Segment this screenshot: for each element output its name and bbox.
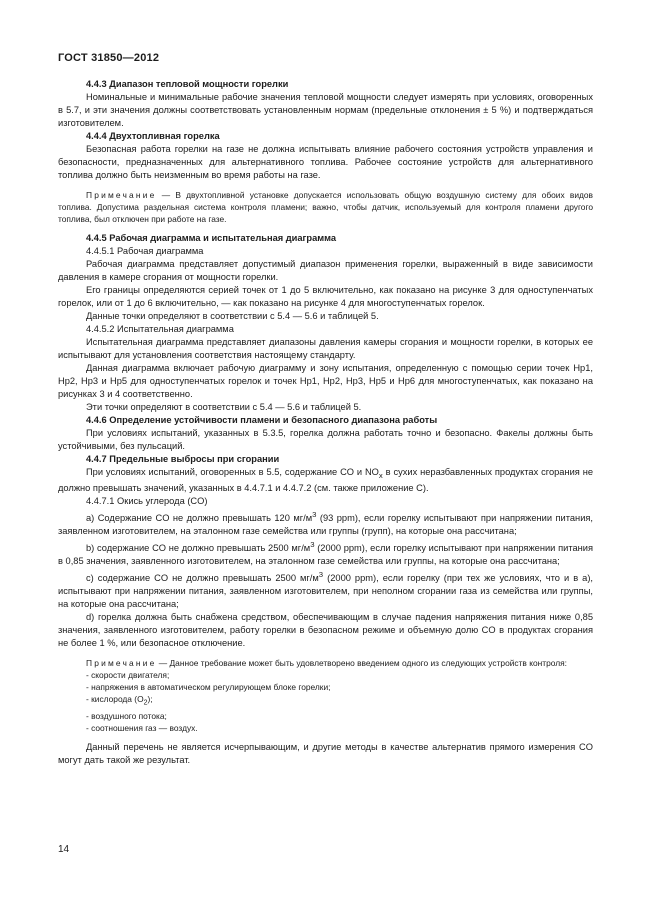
oxygen-text: - кислорода (O	[86, 694, 144, 705]
note-1-text: — В двухтопливной установке допускается использовать общую воздушную систему для обоих видов топлива. Допустима раздельная система контроля пламени; важно, чтобы датчик, используемый для контроля пламени другого топлива, был отключен при работе на газе.	[58, 190, 593, 224]
section-4-4-5-2-p2: Данная диаграмма включает рабочую диаграмму и зону испытания, определенную с помощью серии точек Нр1, Нр2, Нр3 и Нр5 для одноступенчатых горелок и точек Нр1, Нр2, Нр3, Нр5 и Нр6 для многоступенчатых, как показано на рисунках 3 и 4 соответственно.	[58, 363, 593, 399]
section-4-4-4-title: 4.4.4 Двухтопливная горелка	[86, 131, 220, 141]
section-4-4-5-2-title: 4.4.5.2 Испытательная диаграмма	[86, 324, 234, 334]
cubic-sup: 3	[312, 509, 317, 519]
list-item-b	[58, 538, 593, 568]
cubic-sup: 3	[318, 570, 324, 580]
item-a-part2: (93 ppm), если горелку испытывают при напряжении питания, заявленном изготовителем, на эталонном газе семейства или группы (групп), на которые она рассчитана;	[58, 512, 593, 536]
list-item: - напряжения в автоматическом регулирующем блоке горелки;	[86, 682, 331, 693]
item-b-part1: b) содержание CO не должно превышать 2500 мг/м	[86, 543, 311, 554]
cubic-sup: 3	[310, 539, 315, 549]
item-b-part2: (2000 ppm), если горелку испытывают при напряжении питания в 0,85 значения, заявленного изготовителем, на эталонном газе семейства или группы, на которые она рассчитана;	[58, 543, 594, 567]
section-4-4-3-text: Номинальные и минимальные рабочие значения тепловой мощности следует измерять при условиях, оговоренных в 5.7, и эти значения должны соответствовать установленным нормам (предельные отклонения ± 5 %) и подтверждаться изготовителем.	[58, 92, 593, 128]
section-4-4-7-text	[58, 466, 593, 495]
item-a-part1: a) Содержание CO не должно превышать 120 мг/м	[86, 512, 313, 523]
item-c-part2: (2000 ppm), если горелку (при тех же условиях, что и в а), испытывают при напряжении питания, заявленном изготовителем, при неполном сгорании газа из семейства или группы, на которые она рассчитана;	[58, 573, 594, 610]
note-2-label: Примечание	[86, 658, 157, 669]
section-4-4-5-2-p1: Испытательная диаграмма представляет диапазоны давления камеры сгорания и мощности горелки, в которых ее испытывают для установления соответствия настоящему стандарту.	[58, 337, 593, 360]
control-devices-list	[58, 669, 593, 734]
section-4-4-3-title: 4.4.3 Диапазон тепловой мощности горелки	[86, 79, 289, 89]
o2-subscript: 2	[143, 699, 148, 707]
list-item-c	[58, 568, 593, 611]
list-item: - воздушного потока;	[86, 710, 167, 721]
section-4-4-5-title: 4.4.5 Рабочая диаграмма и испытательная диаграмма	[86, 233, 337, 243]
section-4-4-6-text: При условиях испытаний, указанных в 5.3.5, горелка должна работать точно и безопасно. Факелы должны быть устойчивыми, без пульсаций.	[58, 428, 593, 451]
section-4-4-5-1-title: 4.4.5.1 Рабочая диаграмма	[86, 246, 204, 256]
section-4-4-7-title: 4.4.7 Предельные выбросы при сгорании	[86, 454, 280, 464]
page-number: 14	[58, 844, 70, 855]
section-4-4-5-1-p2: Его границы определяются серией точек от 1 до 5 включительно, как показано на рисунке 3 для одноступенчатых горелок, или от 1 до 6 включительно, — как показано на рисунке 4 для многоступенчатых горелок.	[58, 285, 593, 308]
document-header: ГОСТ 31850—2012	[58, 52, 160, 64]
list-item	[86, 693, 593, 710]
note-1	[58, 189, 593, 225]
note-1-label: Примечание	[86, 190, 157, 200]
list-item: - скорости двигателя;	[86, 670, 170, 681]
list-item-d: d) горелка должна быть снабжена средством, обеспечивающим в случае падения напряжения питания ниже 0,85 значения, заявленного изготовителем, работу горелки в безопасном режиме и объемную долю CO в продуктах сгорания не более 1 %, или безопасное отключение.	[58, 612, 593, 649]
section-4-4-5-1-p1: Рабочая диаграмма представляет допустимый диапазон применения горелки, выраженный в виде зависимости давления в камере сгорания от мощности горелки.	[58, 259, 593, 282]
section-4-4-7-text-a: При условиях испытаний, оговоренных в 5.5, содержание CO и NO	[86, 467, 379, 477]
section-4-4-4-text: Безопасная работа горелки на газе не должна испытывать влияние рабочего состояния устройств управления и безопасности, предназначенных для альтернативного топлива. Рабочее состояние устройств для альтернативного топлива должно быть неизменным во время работы на газе.	[58, 144, 593, 180]
section-4-4-5-1-p3: Данные точки определяют в соответствии с 5.4 — 5.6 и таблицей 5.	[86, 311, 379, 321]
section-4-4-5-2-p3: Эти точки определяют в соответствии с 5.4 — 5.6 и таблицей 5.	[86, 402, 362, 412]
section-4-4-6-title: 4.4.6 Определение устойчивости пламени и безопасного диапазона работы	[86, 415, 438, 425]
nox-subscript: x	[378, 470, 383, 480]
note-2	[58, 657, 593, 669]
document-body	[58, 78, 593, 767]
oxygen-tail: );	[147, 694, 153, 705]
section-4-4-7-text-b: в сухих неразбавленных продуктах сгорания не должно превышать значений, указанных в 4.4.7.1 и 4.4.7.2 (см. также приложение С).	[58, 467, 593, 493]
section-4-4-7-1-title: 4.4.7.1 Окись углерода (CO)	[86, 495, 208, 506]
final-paragraph: Данный перечень не является исчерпывающим, и другие методы в качестве альтернатив прямого измерения CO могут дать такой же результат.	[58, 741, 593, 765]
list-item: - соотношения газ — воздух.	[86, 722, 198, 733]
item-c-part1: c) содержание CO не должно превышать 2500 мг/м	[86, 573, 319, 584]
note-2-text: — Данное требование может быть удовлетворено введением одного из следующих устройств контроля:	[156, 658, 567, 669]
list-item-a	[58, 508, 593, 538]
